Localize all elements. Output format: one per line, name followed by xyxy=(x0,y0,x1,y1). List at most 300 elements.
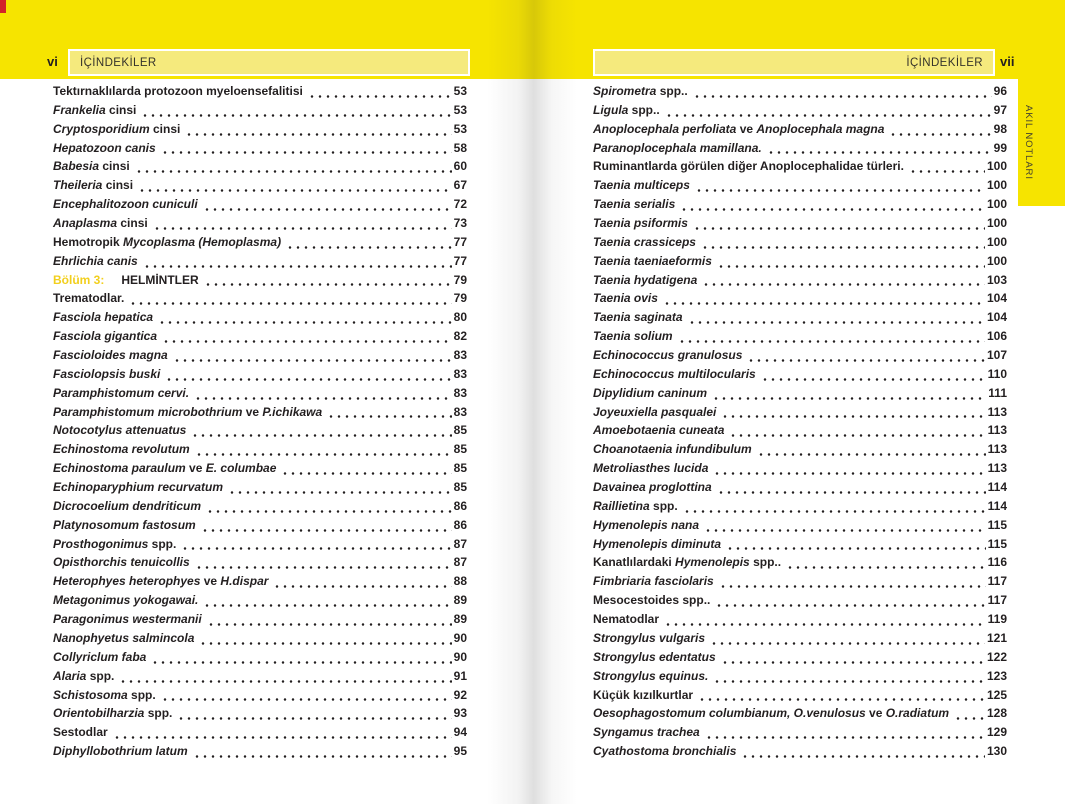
toc-entry xyxy=(53,688,467,707)
dot-leader xyxy=(695,178,985,197)
toc-entry-title: Hemotropik Mycoplasma (Hemoplasma) xyxy=(53,234,282,249)
dot-leader xyxy=(715,593,985,612)
toc-entry xyxy=(593,405,1007,424)
toc-entry xyxy=(53,423,467,442)
toc-page-number: 77 xyxy=(453,253,467,268)
toc-entry xyxy=(53,650,467,669)
header-title-left: İÇİNDEKİLER xyxy=(80,56,157,69)
toc-page-number: 86 xyxy=(453,517,467,532)
toc-entry-title: Taenia taeniaeformis xyxy=(593,253,712,268)
toc-page-number: 113 xyxy=(987,404,1007,419)
toc-entry-title: Theileria cinsi xyxy=(53,178,134,193)
toc-page-number: 115 xyxy=(987,517,1007,532)
toc-entry-title: Taenia serialis xyxy=(593,197,676,212)
toc-entry-title: Strongylus equinus. xyxy=(593,668,709,683)
toc-entry xyxy=(53,141,467,160)
toc-entry xyxy=(53,593,467,612)
toc-entry-title: Orientobilharzia spp. xyxy=(53,706,173,721)
toc-left-page xyxy=(53,84,467,763)
corner-red-mark xyxy=(0,0,6,13)
toc-page-number: 113 xyxy=(987,442,1007,457)
dot-leader xyxy=(204,273,452,292)
toc-entry xyxy=(593,254,1007,273)
toc-entry xyxy=(593,141,1007,160)
toc-entry xyxy=(593,688,1007,707)
toc-page-number: 72 xyxy=(453,197,467,212)
dot-leader xyxy=(726,537,986,556)
toc-page-number: 110 xyxy=(987,366,1007,381)
dot-leader xyxy=(721,650,985,669)
toc-entry-title: Echinostoma paraulum ve E. columbae xyxy=(53,461,277,476)
dot-leader xyxy=(717,480,986,499)
toc-entry xyxy=(53,367,467,386)
toc-entry xyxy=(593,631,1007,650)
toc-entry-title: Raillietina spp. xyxy=(593,498,678,513)
dot-leader xyxy=(717,254,985,273)
header-box-right xyxy=(593,49,995,76)
toc-entry xyxy=(53,499,467,518)
toc-entry-title: Paragonimus westermanii xyxy=(53,612,202,627)
toc-page-number: 53 xyxy=(453,84,467,98)
toc-entry xyxy=(53,574,467,593)
toc-entry xyxy=(593,329,1007,348)
dot-leader xyxy=(286,235,452,254)
dot-leader xyxy=(678,329,985,348)
toc-entry-title: Anaplasma cinsi xyxy=(53,216,148,231)
toc-entry-title: Alaria spp. xyxy=(53,668,115,683)
toc-entry xyxy=(53,178,467,197)
toc-entry xyxy=(53,744,467,763)
toc-entry xyxy=(593,367,1007,386)
dot-leader xyxy=(327,405,451,424)
header-box-left xyxy=(68,49,470,76)
toc-entry xyxy=(593,122,1007,141)
dot-leader xyxy=(693,216,985,235)
toc-page-number: 79 xyxy=(453,272,467,287)
toc-entry xyxy=(593,178,1007,197)
toc-page-number: 80 xyxy=(453,310,467,325)
toc-entry xyxy=(53,537,467,556)
toc-right-page xyxy=(593,84,1007,763)
toc-entry xyxy=(593,744,1007,763)
toc-entry-title: Taenia saginata xyxy=(593,310,683,325)
toc-page-number: 83 xyxy=(453,385,467,400)
toc-entry-title: Echinostoma revolutum xyxy=(53,442,190,457)
toc-page-number: 96 xyxy=(993,84,1007,98)
toc-entry xyxy=(53,254,467,273)
toc-entry xyxy=(53,273,467,292)
toc-entry-title: Opisthorchis tenuicollis xyxy=(53,555,190,570)
toc-entry-title: Paranoplocephala mamillana. xyxy=(593,140,762,155)
dot-leader xyxy=(665,103,992,122)
toc-entry-title: Syngamus trachea xyxy=(593,725,700,740)
toc-entry-title: Metroliasthes lucida xyxy=(593,461,709,476)
dot-leader xyxy=(281,461,451,480)
toc-page-number: 85 xyxy=(453,442,467,457)
dot-leader xyxy=(680,197,985,216)
toc-page-number: 87 xyxy=(453,536,467,551)
dot-leader xyxy=(747,348,985,367)
toc-entry xyxy=(593,310,1007,329)
toc-entry-title: Fasciola hepatica xyxy=(53,310,154,325)
toc-entry xyxy=(53,84,467,103)
toc-page-number: 113 xyxy=(987,423,1007,438)
toc-page-number: 95 xyxy=(453,744,467,759)
toc-entry xyxy=(593,499,1007,518)
toc-page-number: 85 xyxy=(453,480,467,495)
toc-page-number: 77 xyxy=(453,234,467,249)
toc-entry-title: Mesocestoides spp.. xyxy=(593,593,711,608)
toc-entry-title: Fasciolopsis buski xyxy=(53,366,161,381)
toc-entry-title: Strongylus edentatus xyxy=(593,649,716,664)
dot-leader xyxy=(181,537,451,556)
toc-entry xyxy=(593,480,1007,499)
toc-entry-title: Fimbriaria fasciolaris xyxy=(593,574,714,589)
toc-page-number: 100 xyxy=(986,178,1007,193)
dot-leader xyxy=(664,612,986,631)
dot-leader xyxy=(663,291,985,310)
dot-leader xyxy=(191,423,451,442)
toc-page-number: 125 xyxy=(986,687,1007,702)
toc-entry-title: Sestodlar xyxy=(53,725,108,740)
dot-leader xyxy=(177,706,451,725)
dot-leader xyxy=(162,329,452,348)
toc-page-number: 115 xyxy=(987,536,1007,551)
dot-leader xyxy=(138,178,452,197)
toc-entry-title: Taenia solium xyxy=(593,329,673,344)
toc-entry xyxy=(593,159,1007,178)
toc-page-number: 128 xyxy=(986,706,1007,721)
dot-leader xyxy=(688,310,985,329)
toc-entry xyxy=(53,631,467,650)
toc-entry xyxy=(593,103,1007,122)
dot-leader xyxy=(129,291,451,310)
toc-page-number: 106 xyxy=(986,329,1007,344)
dot-leader xyxy=(228,480,452,499)
toc-page-number: 53 xyxy=(453,121,467,136)
dot-leader xyxy=(757,442,986,461)
toc-page-number: 114 xyxy=(987,498,1007,513)
toc-entry-title: Ligula spp.. xyxy=(593,102,660,117)
dot-leader xyxy=(889,122,991,141)
toc-entry xyxy=(593,197,1007,216)
dot-leader xyxy=(683,499,986,518)
toc-entry xyxy=(53,122,467,141)
dot-leader xyxy=(141,103,451,122)
dot-leader xyxy=(201,518,452,537)
toc-page-number: 93 xyxy=(453,706,467,721)
toc-page-number: 94 xyxy=(453,725,467,740)
toc-entry xyxy=(53,386,467,405)
toc-entry xyxy=(593,291,1007,310)
toc-entry-title: Babesia cinsi xyxy=(53,159,130,174)
toc-page-number: 82 xyxy=(453,329,467,344)
toc-page-number: 99 xyxy=(993,140,1007,155)
toc-page-number: 83 xyxy=(453,404,467,419)
dot-leader xyxy=(195,555,452,574)
toc-entry-title: Taenia ovis xyxy=(593,291,658,306)
toc-entry xyxy=(593,461,1007,480)
dot-leader xyxy=(158,310,452,329)
toc-entry-title: Tektırnaklılarda protozoon myeloensefalitisi xyxy=(53,84,303,98)
dot-leader xyxy=(119,669,451,688)
toc-page-number: 60 xyxy=(453,159,467,174)
dot-leader xyxy=(701,235,985,254)
toc-page-number: 100 xyxy=(986,234,1007,249)
dot-leader xyxy=(203,197,452,216)
toc-entry-title: Ruminantlarda görülen diğer Anoplocephalidae türleri. xyxy=(593,159,904,174)
toc-entry xyxy=(593,386,1007,405)
toc-page-number: 53 xyxy=(453,102,467,117)
dot-leader xyxy=(161,141,452,160)
toc-entry xyxy=(53,329,467,348)
toc-page-number: 79 xyxy=(453,291,467,306)
toc-entry-title: Küçük kızılkurtlar xyxy=(593,687,694,702)
toc-entry-title: Collyriclum faba xyxy=(53,649,147,664)
dot-leader xyxy=(203,593,451,612)
dot-leader xyxy=(713,669,985,688)
folio-right: vii xyxy=(1000,54,1015,69)
toc-page-number: 90 xyxy=(453,649,467,664)
toc-page-number: 130 xyxy=(986,744,1007,759)
dot-leader xyxy=(767,141,992,160)
toc-page-number: 58 xyxy=(453,140,467,155)
toc-page-number: 88 xyxy=(453,574,467,589)
dot-leader xyxy=(704,518,986,537)
dot-leader xyxy=(761,367,986,386)
toc-entry-title: Oesophagostomum columbianum, O.venulosus ve O.radiatum xyxy=(593,706,950,721)
toc-page-number: 116 xyxy=(987,555,1007,570)
dot-leader xyxy=(173,348,452,367)
toc-entry-title: Prosthogonimus spp. xyxy=(53,536,177,551)
toc-entry-title: Nanophyetus salmincola xyxy=(53,630,195,645)
toc-entry-title: Cryptosporidium cinsi xyxy=(53,121,181,136)
toc-entry-title: Trematodlar. xyxy=(53,291,125,306)
toc-entry-title: Frankelia cinsi xyxy=(53,102,137,117)
toc-page-number: 107 xyxy=(986,348,1007,363)
toc-entry-title: Diphyllobothrium latum xyxy=(53,744,188,759)
toc-entry xyxy=(593,423,1007,442)
toc-page-number: 100 xyxy=(986,253,1007,268)
toc-entry xyxy=(53,103,467,122)
toc-entry xyxy=(593,650,1007,669)
toc-entry-title: Nematodlar xyxy=(593,612,660,627)
dot-leader xyxy=(273,574,451,593)
toc-entry xyxy=(53,480,467,499)
toc-entry-title: Joyeuxiella pasqualei xyxy=(593,404,717,419)
toc-entry xyxy=(53,310,467,329)
toc-entry xyxy=(593,84,1007,103)
toc-entry-title: Paramphistomum cervi. xyxy=(53,385,190,400)
toc-entry xyxy=(593,537,1007,556)
toc-page-number: 129 xyxy=(986,725,1007,740)
toc-entry xyxy=(53,669,467,688)
dot-leader xyxy=(153,216,452,235)
toc-entry xyxy=(53,461,467,480)
dot-leader xyxy=(207,612,452,631)
toc-page-number: 97 xyxy=(993,102,1007,117)
toc-entry-title: Notocotylus attenuatus xyxy=(53,423,187,438)
toc-page-number: 89 xyxy=(453,612,467,627)
toc-page-number: 119 xyxy=(987,612,1007,627)
toc-entry xyxy=(593,235,1007,254)
toc-page-number: 100 xyxy=(986,197,1007,212)
toc-entry-title: Choanotaenia infundibulum xyxy=(593,442,752,457)
toc-entry-title: Echinococcus granulosus xyxy=(593,348,743,363)
toc-entry-title: Amoebotaenia cuneata xyxy=(593,423,725,438)
toc-page-number: 83 xyxy=(453,366,467,381)
dot-leader xyxy=(729,423,985,442)
toc-entry-title: Taenia psiformis xyxy=(593,216,688,231)
dot-leader xyxy=(161,688,452,707)
toc-entry-title: Anoplocephala perfoliata ve Anoplocephala magna xyxy=(593,121,885,136)
toc-page-number: 83 xyxy=(453,348,467,363)
dot-leader xyxy=(909,159,985,178)
toc-entry-title: Ehrlichia canis xyxy=(53,253,138,268)
toc-page-number: 113 xyxy=(987,461,1007,476)
toc-entry xyxy=(593,518,1007,537)
toc-entry xyxy=(53,197,467,216)
toc-entry-title: Encephalitozoon cuniculi xyxy=(53,197,198,212)
toc-page-number: 104 xyxy=(986,310,1007,325)
toc-entry-title: Fasciola gigantica xyxy=(53,329,158,344)
toc-entry-title: Taenia crassiceps xyxy=(593,234,696,249)
toc-page-number: 73 xyxy=(453,216,467,231)
toc-entry-title: Hymenolepis nana xyxy=(593,517,700,532)
toc-page-number: 117 xyxy=(987,574,1007,589)
toc-page-number: 111 xyxy=(988,385,1007,400)
dot-leader xyxy=(194,386,452,405)
toc-entry-title: Spirometra spp.. xyxy=(593,84,688,98)
toc-entry-title: Hepatozoon canis xyxy=(53,140,156,155)
toc-entry xyxy=(593,612,1007,631)
toc-entry xyxy=(53,405,467,424)
toc-entry xyxy=(593,273,1007,292)
toc-entry xyxy=(53,291,467,310)
dot-leader xyxy=(195,442,452,461)
spine-shadow xyxy=(487,0,577,804)
toc-entry xyxy=(53,348,467,367)
toc-page-number: 100 xyxy=(986,159,1007,174)
dot-leader xyxy=(199,631,451,650)
toc-entry xyxy=(53,159,467,178)
toc-page-number: 122 xyxy=(986,649,1007,664)
dot-leader xyxy=(719,574,986,593)
toc-page-number: 91 xyxy=(453,668,467,683)
dot-leader xyxy=(698,688,985,707)
toc-page-number: 121 xyxy=(986,630,1007,645)
toc-entry-title: Cyathostoma bronchialis xyxy=(593,744,737,759)
toc-entry xyxy=(53,555,467,574)
folio-left: vi xyxy=(47,54,58,69)
toc-entry xyxy=(53,518,467,537)
dot-leader xyxy=(151,650,451,669)
dot-leader xyxy=(713,461,985,480)
toc-page-number: 92 xyxy=(453,687,467,702)
toc-entry-title: Heterophyes heterophyes ve H.dispar xyxy=(53,574,269,589)
toc-entry-title: Bölüm 3: HELMİNTLER xyxy=(53,272,199,287)
toc-page-number: 85 xyxy=(453,461,467,476)
toc-entry-title: Hymenolepis diminuta xyxy=(593,536,722,551)
dot-leader xyxy=(741,744,985,763)
toc-entry-title: Taenia hydatigena xyxy=(593,272,698,287)
dot-leader xyxy=(185,122,451,141)
toc-entry-title: Dipylidium caninum xyxy=(593,385,708,400)
toc-entry xyxy=(53,235,467,254)
toc-entry xyxy=(593,442,1007,461)
toc-entry-title: Dicrocoelium dendriticum xyxy=(53,498,202,513)
toc-entry xyxy=(53,612,467,631)
toc-page-number: 100 xyxy=(986,216,1007,231)
toc-entry xyxy=(53,725,467,744)
toc-entry-title: Platynosomum fastosum xyxy=(53,517,196,532)
toc-entry xyxy=(53,706,467,725)
side-tab-label: AKIL NOTLARI xyxy=(1023,105,1034,180)
toc-page-number: 103 xyxy=(986,272,1007,287)
dot-leader xyxy=(693,84,992,103)
dot-leader xyxy=(710,631,985,650)
header-title-right: İÇİNDEKİLER xyxy=(906,56,983,69)
toc-page-number: 85 xyxy=(453,423,467,438)
dot-leader xyxy=(705,725,985,744)
toc-entry-title: Kanatlılardaki Hymenolepis spp.. xyxy=(593,555,782,570)
dot-leader xyxy=(786,555,986,574)
toc-entry-title: Echinoparyphium recurvatum xyxy=(53,480,224,495)
toc-entry xyxy=(53,442,467,461)
toc-page-number: 86 xyxy=(453,498,467,513)
dot-leader xyxy=(113,725,452,744)
toc-entry-title: Strongylus vulgaris xyxy=(593,630,706,645)
toc-entry-title: Taenia multiceps xyxy=(593,178,690,193)
toc-page-number: 117 xyxy=(987,593,1007,608)
dot-leader xyxy=(954,706,985,725)
dot-leader xyxy=(206,499,452,518)
toc-entry-title: Paramphistomum microbothrium ve P.ichikawa xyxy=(53,404,323,419)
toc-entry-title: Metagonimus yokogawai. xyxy=(53,593,199,608)
toc-page-number: 90 xyxy=(453,630,467,645)
dot-leader xyxy=(702,273,985,292)
toc-entry xyxy=(593,669,1007,688)
dot-leader xyxy=(143,254,452,273)
toc-entry xyxy=(593,593,1007,612)
toc-page-number: 89 xyxy=(453,593,467,608)
toc-page-number: 67 xyxy=(453,178,467,193)
toc-entry xyxy=(593,706,1007,725)
toc-page-number: 98 xyxy=(993,121,1007,136)
toc-page-number: 87 xyxy=(453,555,467,570)
side-tab xyxy=(1018,79,1065,206)
dot-leader xyxy=(193,744,452,763)
toc-page-number: 104 xyxy=(986,291,1007,306)
toc-entry xyxy=(593,216,1007,235)
toc-page-number: 123 xyxy=(986,668,1007,683)
toc-entry-title: Davainea proglottina xyxy=(593,480,712,495)
dot-leader xyxy=(165,367,451,386)
toc-entry xyxy=(593,555,1007,574)
toc-entry xyxy=(53,216,467,235)
toc-page-number: 114 xyxy=(987,480,1007,495)
toc-entry-title: Schistosoma spp. xyxy=(53,687,156,702)
toc-entry xyxy=(593,348,1007,367)
toc-entry-title: Fascioloides magna xyxy=(53,348,168,363)
dot-leader xyxy=(721,405,985,424)
dot-leader xyxy=(135,159,452,178)
toc-entry xyxy=(593,574,1007,593)
dot-leader xyxy=(308,84,452,103)
toc-entry-title: Echinococcus multilocularis xyxy=(593,366,756,381)
dot-leader xyxy=(712,386,986,405)
toc-entry xyxy=(593,725,1007,744)
